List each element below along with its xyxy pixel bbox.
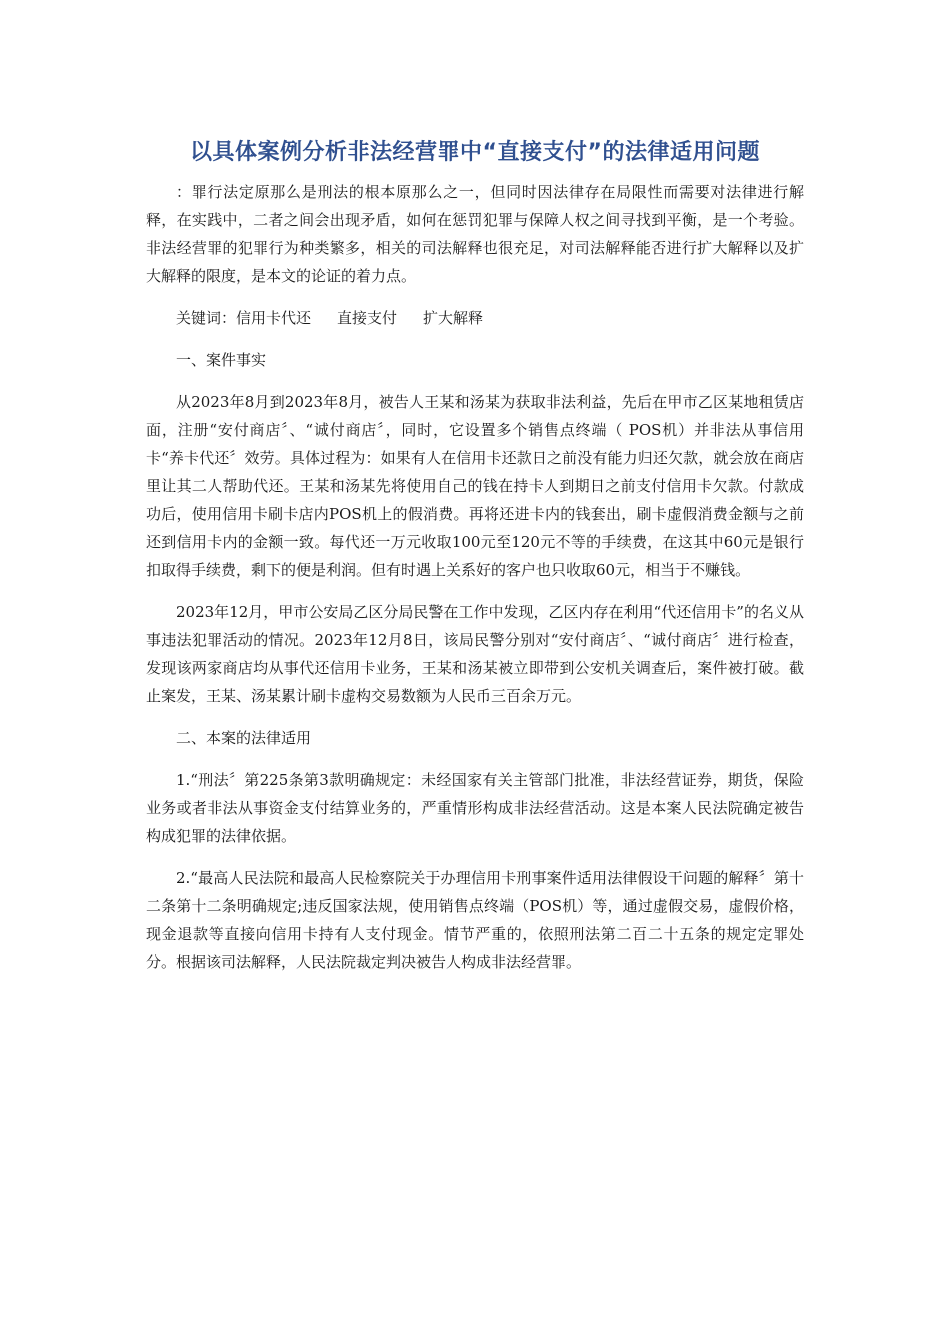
facts-paragraph: 从2023年8月到2023年8月，被告人王某和汤某为获取非法利益，先后在甲市乙区某地租赁店面，注册“安付商店〞、“诚付商店〞，同时，它设置多个销售点终端（ POS机）并非法从事信用卡“养卡代还〞效劳。具体过程为：如果有人在信用卡还款日之前没有能力归还欠款，就会放在商店里让其二人帮助代还。王某和汤某先将使用自己的钱在持卡人到期日之前支付信用卡欠款。付款成功后，使用信用卡刷卡店内POS机上的假消费。再将还进卡内的钱套出，刷卡虚假消费金额与之前还到信用卡内的金额一致。每代还一万元收取100元至120元不等的手续费，在这其中60元是银行扣取得手续费，剩下的便是利润。但有时遇上关系好的客户也只收取60元，相当于不赚钱。	[146, 393, 804, 579]
facts-paragraph: 2023年12月，甲市公安局乙区分局民警在工作中发现，乙区内存在利用“代还信用卡”的名义从事违法犯罪活动的情况。2023年12月8日，该局民警分别对“安付商店〞、“诚付商店〞进行检查，发现该两家商店均从事代还信用卡业务，王某和汤某被立即带到公安机关调查后，案件被打破。截止案发，王某、汤某累计刷卡虚构交易数额为人民币三百余万元。	[146, 603, 804, 705]
keyword-item: 直接支付	[337, 309, 398, 327]
keywords-line	[146, 304, 804, 332]
keyword-item: 信用卡代还	[236, 309, 312, 327]
section-heading-facts: 一、案件事实	[176, 351, 267, 369]
document-body	[146, 178, 804, 990]
document-title: 以具体案例分析非法经营罪中“直接支付”的法律适用问题	[190, 140, 760, 165]
law-paragraph: 1.“刑法〞第225条第3款明确规定：未经国家有关主管部门批准，非法经营证券，期货，保险业务或者非法从事资金支付结算业务的，严重情形构成非法经营活动。这是本案人民法院确定被告构成犯罪的法律依据。	[146, 771, 804, 845]
keyword-item: 扩大解释	[423, 309, 484, 327]
law-paragraph: 2.“最高人民法院和最高人民检察院关于办理信用卡刑事案件适用法律假设干问题的解释〞第十二条第十二条明确规定;违反国家法规，使用销售点终端（POS机）等，通过虚假交易，虚假价格，现金退款等直接向信用卡持有人支付现金。情节严重的，依照刑法第二百二十五条的规定定罪处分。根据该司法解释，人民法院裁定判决被告人构成非法经营罪。	[146, 869, 804, 971]
keywords-label: 关键词：	[176, 309, 237, 327]
section-heading-law: 二、本案的法律适用	[176, 729, 312, 747]
abstract-paragraph: ：罪行法定原那么是刑法的根本原那么之一，但同时因法律存在局限性而需要对法律进行解释，在实践中，二者之间会出现矛盾，如何在惩罚犯罪与保障人权之间寻找到平衡，是一个考验。非法经营罪的犯罪行为种类繁多，相关的司法解释也很充足，对司法解释能否进行扩大解释以及扩大解释的限度，是本文的论证的着力点。	[146, 183, 804, 285]
